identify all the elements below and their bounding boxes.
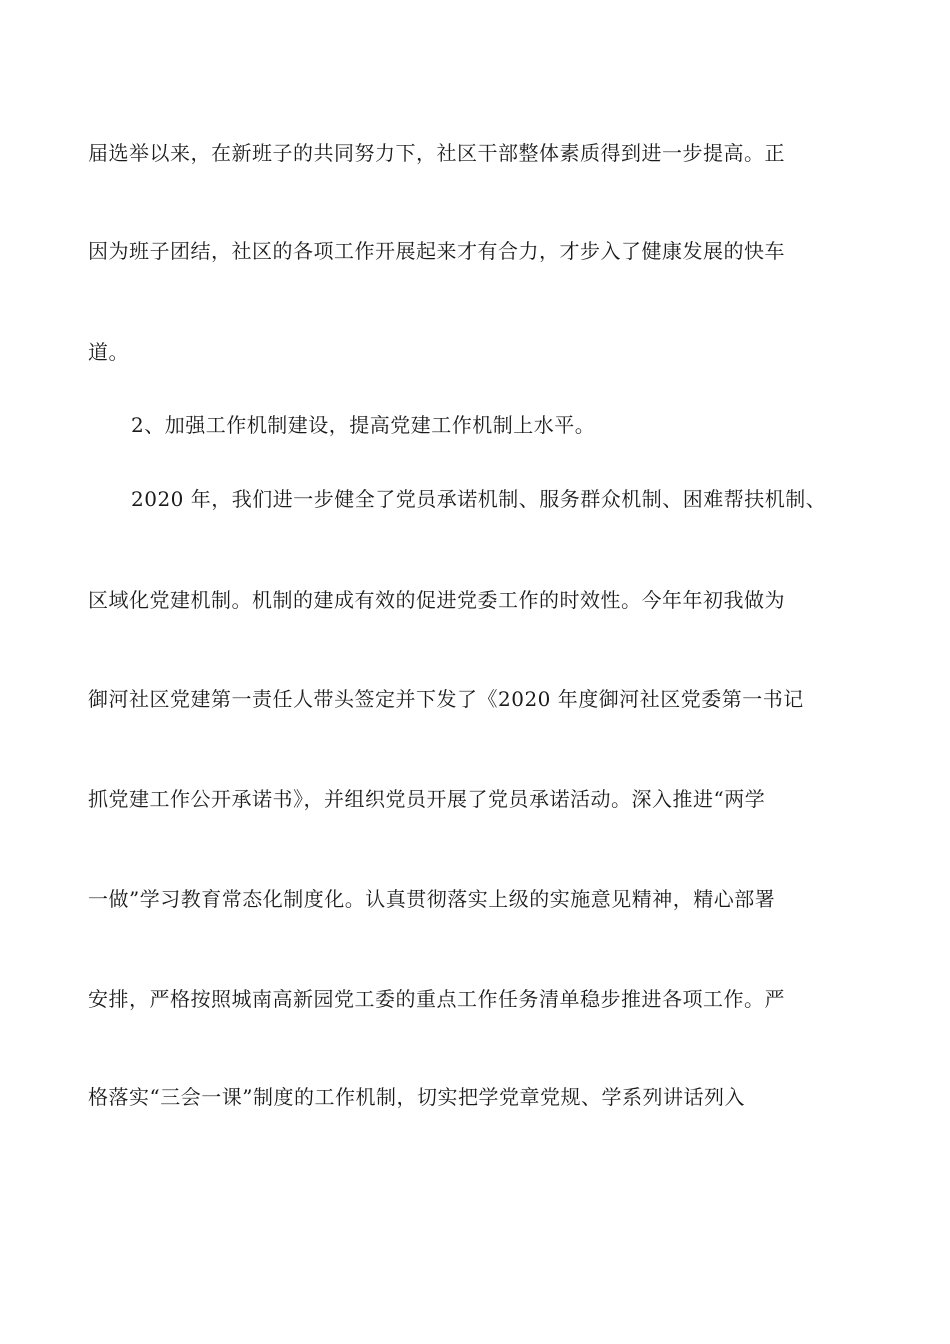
paragraph-line: 道。 [88,340,129,364]
section-heading: 2、加强工作机制建设，提高党建工作机制上水平。 [131,413,596,437]
paragraph-line: 2020 年，我们进一步健全了党员承诺机制、服务群众机制、困难帮扶机制、 [131,487,827,511]
paragraph-line: 届选举以来，在新班子的共同努力下，社区干部整体素质得到进一步提高。正 [88,141,785,165]
paragraph-line: 因为班子团结，社区的各项工作开展起来才有合力，才步入了健康发展的快车 [88,239,785,263]
paragraph-line: 抓党建工作公开承诺书》，并组织党员开展了党员承诺活动。深入推进“两学 [88,787,766,811]
paragraph-line: 格落实“三会一课”制度的工作机制，切实把学党章党规、学系列讲话列入 [88,1085,745,1109]
paragraph-line: 安排，严格按照城南高新园党工委的重点工作任务清单稳步推进各项工作。严 [88,987,785,1011]
paragraph-line: 一做”学习教育常态化制度化。认真贯彻落实上级的实施意见精神，精心部署 [88,887,776,911]
paragraph-line: 区域化党建机制。机制的建成有效的促进党委工作的时效性。今年年初我做为 [88,588,785,612]
paragraph-line: 御河社区党建第一责任人带头签定并下发了《2020 年度御河社区党委第一书记 [88,687,804,711]
